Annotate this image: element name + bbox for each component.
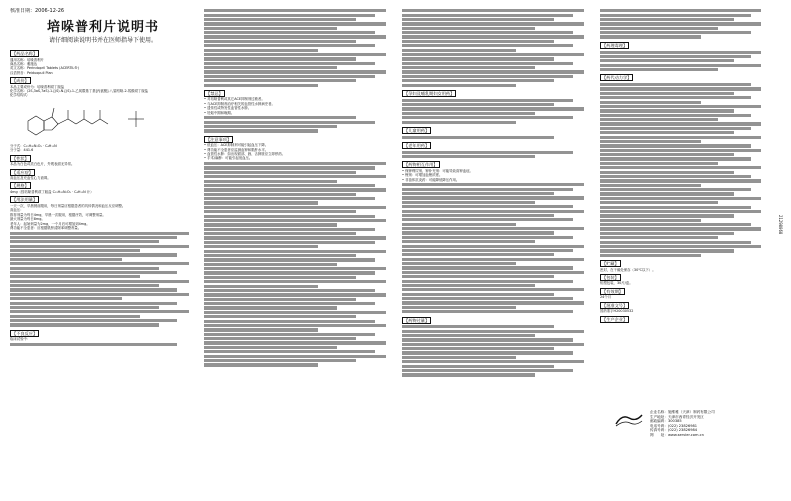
text-block: [600, 197, 761, 200]
text-block: [402, 245, 584, 248]
text-block: [600, 188, 751, 191]
text-block: [600, 27, 718, 30]
text-block: [204, 350, 375, 353]
name-line: 英文名称：Perindopril Tablets (ACERTIL®): [10, 66, 79, 71]
contra-line: • 妊娠中期和晚期。: [204, 111, 394, 115]
text-block: [10, 271, 177, 274]
text-block: [10, 236, 177, 239]
text-block: [600, 153, 734, 156]
text-block: [600, 9, 761, 12]
text-block: [600, 109, 734, 112]
text-block: [600, 245, 761, 248]
text-block: [600, 59, 734, 62]
text-block: [10, 245, 189, 248]
text-block: [402, 334, 535, 337]
text-block: [204, 62, 375, 65]
text-block: [402, 253, 554, 256]
text-block: [402, 57, 554, 60]
section-storage: 【贮藏】: [602, 261, 619, 267]
text-block: [402, 151, 573, 154]
specification-text: 4mg（按培哚普利叔丁胺盐 C₁₉H₃₂N₂O₅ · C₄H₁₁N 计）: [10, 189, 94, 194]
text-block: [204, 289, 375, 292]
text-block: [204, 219, 386, 222]
text-block: [204, 180, 337, 183]
text-block: [204, 121, 375, 124]
text-block: [600, 136, 761, 139]
text-block: [402, 79, 554, 82]
section-validity: 【有效期】: [602, 288, 623, 294]
text-block: [204, 66, 337, 69]
section-interaction: 【药物相互作用】: [404, 162, 438, 168]
text-block: [204, 320, 375, 323]
indication-text: 高血压及充血性心力衰竭。: [10, 176, 51, 181]
text-block: [204, 280, 386, 283]
text-block: [204, 276, 356, 279]
text-block: [10, 262, 189, 265]
text-block: [402, 338, 573, 341]
text-block: [402, 236, 573, 239]
document-subtitle: 请仔细阅读说明书并在医师指导下使用。: [48, 37, 157, 44]
text-block: [402, 288, 584, 291]
text-block: [600, 227, 761, 230]
section-pharmacokinetics: 【药代动力学】: [602, 75, 632, 81]
text-block: [402, 301, 584, 304]
maker-line: 传真号码：(022) 23826984: [650, 428, 698, 433]
text-block: [402, 40, 554, 43]
text-block: [402, 136, 554, 139]
text-block: [402, 9, 584, 12]
maker-line: 网 址：www.servier.com.cn: [650, 432, 704, 437]
text-block: [204, 328, 318, 331]
text-block: [10, 302, 177, 305]
section-indication: 【适应症】: [12, 169, 33, 175]
side-code-number: 21298068: [778, 215, 783, 235]
text-block: [600, 201, 718, 204]
usage-line: 一天一次，早晨餐前服用，每日剂量应根据患者的具体情况和血压反应调整。: [10, 203, 126, 208]
column-3: [402, 8, 592, 378]
text-block: [204, 44, 375, 47]
section-specification: 【规格】: [12, 183, 29, 189]
text-block: [402, 99, 573, 102]
section-pharmacology: 【药理毒理】: [602, 42, 628, 48]
text-block: [402, 373, 535, 376]
text-block: [204, 263, 337, 266]
text-block: [600, 144, 751, 147]
adverse-subheading: 临床试验中：: [10, 337, 31, 342]
ingredient-line: 本品主要成份为：培哚普利叔丁胺盐: [10, 84, 65, 89]
text-block: [402, 188, 573, 191]
usage-line: 高血压：: [10, 208, 24, 213]
text-block: [402, 325, 554, 328]
text-block: [204, 337, 356, 340]
servier-logo-icon: [614, 412, 644, 428]
text-block: [204, 53, 386, 56]
text-block: [204, 201, 318, 204]
text-block: [600, 87, 761, 90]
column-4: [600, 8, 768, 323]
section-precautions: 【注意事项】: [206, 136, 232, 142]
maker-line: 邮政编码：300385: [650, 419, 682, 424]
text-block: [204, 188, 386, 191]
text-block: [402, 223, 516, 226]
text-block: [402, 66, 535, 69]
text-block: [204, 9, 386, 12]
section-overdose: 【药物过量】: [404, 317, 430, 323]
text-block: [600, 114, 751, 117]
section-contraindication: 【禁忌】: [206, 90, 223, 96]
document-title: 培哚普利片说明书: [46, 20, 159, 35]
text-block: [600, 83, 751, 86]
caution-line: • 肾功能不全患者应监测血钾和肌酐水平。: [204, 148, 394, 152]
text-block: [10, 284, 159, 287]
text-block: [402, 231, 554, 234]
text-block: [402, 280, 573, 283]
ingredient-line: 化学名称：(2S,3aS,7aS)-1-[(S)-N-[(S)-1-乙氧羰基丁基]丙氨酰]-八氢吲哚-2-羧酸叔丁胺盐: [10, 89, 149, 94]
contra-line: • 与ACE抑制剂治疗相关的血管性水肿病史者。: [204, 102, 394, 106]
text-block: [600, 223, 751, 226]
maker-line: 电话号码：(022) 23826981: [650, 423, 698, 428]
text-block: [204, 355, 386, 358]
text-block: [10, 267, 159, 270]
text-block: [204, 232, 356, 235]
text-block: [402, 75, 573, 78]
text-block: [600, 64, 761, 67]
text-block: [204, 245, 318, 248]
text-block: [600, 18, 734, 21]
text-block: [600, 166, 761, 169]
text-block: [204, 22, 386, 25]
section-children: 【儿童用药】: [404, 127, 430, 133]
text-block: [204, 125, 337, 128]
approval-date: 核准日期：2006-12-26: [10, 8, 65, 14]
text-block: [204, 324, 386, 327]
text-block: [402, 196, 584, 199]
column-1: [10, 8, 196, 347]
text-block: [402, 310, 573, 313]
text-block: [204, 31, 375, 34]
text-block: [204, 250, 386, 253]
text-block: [402, 84, 516, 87]
text-block: [204, 166, 375, 169]
text-block: [204, 40, 356, 43]
text-block: [402, 201, 535, 204]
text-block: [204, 175, 386, 178]
text-block: [402, 330, 584, 333]
section-package: 【包装】: [602, 274, 619, 280]
text-block: [600, 22, 761, 25]
name-line: 汉语拼音：Peiduopuli Pian: [10, 70, 53, 75]
text-block: [204, 293, 386, 296]
text-block: [402, 192, 554, 195]
text-block: [10, 306, 159, 309]
text-block: [204, 197, 375, 200]
text-block: [402, 205, 573, 208]
text-block: [402, 369, 573, 372]
text-block: [402, 258, 584, 261]
text-block: [10, 288, 177, 291]
text-block: [204, 267, 386, 270]
text-block: [600, 140, 701, 143]
text-block: [600, 55, 751, 58]
text-block: [402, 343, 584, 346]
text-block: [10, 240, 159, 243]
text-block: [402, 240, 535, 243]
text-block: [600, 254, 701, 257]
text-block: [402, 107, 584, 110]
text-block: [402, 44, 573, 47]
usage-line: 最大剂量为每日8mg。: [10, 217, 45, 222]
text-block: [204, 359, 356, 362]
text-block: [600, 214, 734, 217]
text-block: [204, 18, 356, 21]
text-block: [600, 105, 761, 108]
text-block: [402, 347, 554, 350]
text-block: [600, 35, 701, 38]
text-block: [10, 280, 189, 283]
text-block: [402, 155, 535, 158]
text-block: [10, 249, 140, 252]
text-block: [10, 310, 189, 313]
text-block: [10, 293, 189, 296]
text-block: [402, 62, 573, 65]
section-manufacturer: 【生产企业】: [602, 316, 628, 322]
text-block: [402, 266, 573, 269]
text-block: [204, 341, 386, 344]
text-block: [600, 219, 701, 222]
text-block: [10, 319, 177, 322]
text-block: [402, 53, 584, 56]
section-adverse: 【不良反应】: [12, 330, 38, 336]
text-block: [402, 284, 535, 287]
text-block: [204, 70, 386, 73]
text-block: [204, 333, 375, 336]
text-block: [204, 306, 337, 309]
text-block: [204, 363, 318, 366]
interaction-line: • 非甾体抗炎药：可能降低降压作用。: [402, 178, 592, 182]
usage-line: 老年人：起始剂量为2mg，一个月后可增加到4mg。: [10, 221, 90, 226]
text-block: [402, 218, 573, 221]
contra-line: • 对培哚普利或其它ACE抑制剂过敏者。: [204, 97, 394, 101]
maker-line: 生产地址：天津市西青经济开发区: [650, 414, 704, 419]
text-block: [10, 323, 159, 326]
text-block: [402, 112, 535, 115]
text-block: [600, 184, 701, 187]
text-block: [402, 360, 584, 363]
text-block: [600, 92, 734, 95]
text-block: [402, 275, 554, 278]
text-block: [600, 232, 734, 235]
caution-line: • 低血压：ACE抑制剂可能引起血压下降。: [204, 143, 394, 147]
ingredient-line: 化学结构式：: [10, 93, 31, 98]
text-block: [600, 241, 751, 244]
text-block: [600, 162, 718, 165]
text-block: [402, 49, 516, 52]
text-block: [402, 306, 516, 309]
contra-line: • 遗传性或特发性血管性水肿。: [204, 106, 394, 110]
text-block: [204, 254, 356, 257]
validity-text: 24个月: [600, 295, 612, 300]
text-block: [402, 214, 554, 217]
text-block: [204, 184, 375, 187]
text-block: [204, 206, 386, 209]
text-block: [402, 116, 573, 119]
text-block: [204, 75, 375, 78]
text-block: [204, 14, 375, 17]
text-block: [600, 206, 751, 209]
text-block: [204, 79, 356, 82]
text-block: [204, 193, 356, 196]
text-block: [204, 129, 318, 132]
text-block: [402, 356, 516, 359]
section-drug-name: 【药品名称】: [12, 51, 38, 56]
text-block: [402, 70, 584, 73]
text-block: [402, 22, 584, 25]
interaction-line: • 保钾利尿剂、钾补充剂：可能导致高钾血症。: [402, 169, 592, 173]
text-block: [204, 162, 386, 165]
text-block: [204, 302, 375, 305]
text-block: [600, 192, 734, 195]
text-block: [600, 31, 751, 34]
text-block: [600, 249, 734, 252]
structure-drawing: [18, 99, 168, 143]
text-block: [402, 14, 573, 17]
section-approval-number: 【批准文号】: [602, 302, 628, 308]
caution-line: • 血管性水肿：如出现面部、唇、舌肿胀应立即停药。: [204, 152, 394, 156]
text-block: [402, 103, 554, 106]
text-block: [402, 183, 584, 186]
text-block: [600, 175, 751, 178]
text-block: [204, 171, 356, 174]
text-block: [402, 262, 516, 265]
text-block: [204, 35, 386, 38]
text-block: [204, 210, 356, 213]
text-block: [402, 271, 584, 274]
text-block: [402, 249, 573, 252]
text-block: [600, 179, 761, 182]
text-block: [600, 68, 718, 71]
text-block: [10, 253, 177, 256]
text-block: [402, 121, 516, 124]
text-block: [204, 236, 386, 239]
text-block: [600, 101, 701, 104]
caution-line: • 手术/麻醉：可能引起低血压。: [204, 156, 394, 160]
text-block: [402, 18, 554, 21]
text-block: [600, 118, 718, 121]
section-elderly: 【老年用药】: [404, 142, 430, 148]
text-block: [10, 343, 177, 346]
molecular-formula: 分子式：C₁₉H₃₂N₂O₅ · C₄H₁₁N: [10, 143, 57, 148]
section-ingredient: 【成份】: [12, 78, 29, 84]
text-block: [10, 315, 140, 318]
text-block: [204, 271, 375, 274]
text-block: [402, 227, 584, 230]
text-block: [600, 236, 718, 239]
text-block: [600, 122, 761, 125]
text-block: [204, 315, 356, 318]
text-block: [402, 27, 535, 30]
text-block: [204, 116, 356, 119]
text-block: [600, 14, 751, 17]
storage-text: 密封，在干燥处保存（30℃以下）。: [600, 267, 656, 272]
text-block: [402, 351, 573, 354]
interaction-line: • 锂剂：可增加血锂浓度。: [402, 173, 592, 177]
text-block: [402, 31, 573, 34]
package-text: 铝塑包装，30片/盒。: [600, 281, 633, 286]
text-block: [402, 35, 584, 38]
text-block: [204, 285, 318, 288]
usage-line: 推荐剂量为每日4mg，早晨一次服用，根据疗效，可调整剂量。: [10, 212, 106, 217]
maker-line: 企业名称：施维雅（天津）制药有限公司: [650, 410, 715, 414]
text-block: [600, 127, 751, 130]
text-block: [204, 223, 337, 226]
name-line: 通用名称：培哚普利片: [10, 57, 44, 62]
text-block: [402, 297, 573, 300]
usage-line: 肾功能不全患者：应根据肌酐清除率调整剂量。: [10, 225, 82, 230]
text-block: [600, 210, 761, 213]
text-block: [204, 27, 337, 30]
text-block: [10, 275, 140, 278]
text-block: [402, 365, 554, 368]
chemical-structure: [10, 99, 196, 143]
text-block: [10, 297, 122, 300]
description-text: 本品为白色或类白色片，外观表面无异常。: [10, 162, 75, 167]
text-block: [402, 210, 584, 213]
text-block: [402, 293, 554, 296]
text-block: [600, 171, 734, 174]
text-block: [204, 49, 318, 52]
text-block: [204, 346, 337, 349]
text-block: [204, 84, 318, 87]
text-block: [600, 131, 734, 134]
text-block: [600, 149, 761, 152]
text-block: [600, 96, 751, 99]
text-block: [204, 258, 375, 261]
text-block: [600, 51, 761, 54]
text-block: [10, 232, 189, 235]
section-pregnancy: 【孕妇及哺乳期妇女用药】: [404, 90, 455, 96]
section-description: 【性状】: [12, 155, 29, 161]
text-block: [600, 157, 751, 160]
text-block: [204, 311, 386, 314]
approval-number: 国药准字H20030532: [600, 309, 634, 314]
text-block: [10, 258, 122, 261]
text-block: [204, 57, 356, 60]
column-2: [204, 8, 394, 368]
section-usage: 【用法用量】: [12, 197, 38, 203]
text-block: [204, 228, 375, 231]
text-block: [204, 298, 356, 301]
manufacturer-info: [650, 410, 770, 438]
name-line: 商品名称：雅施达: [10, 61, 38, 66]
text-block: [204, 215, 375, 218]
text-block: [204, 241, 375, 244]
molecular-weight: 分子量：441.6: [10, 148, 34, 153]
